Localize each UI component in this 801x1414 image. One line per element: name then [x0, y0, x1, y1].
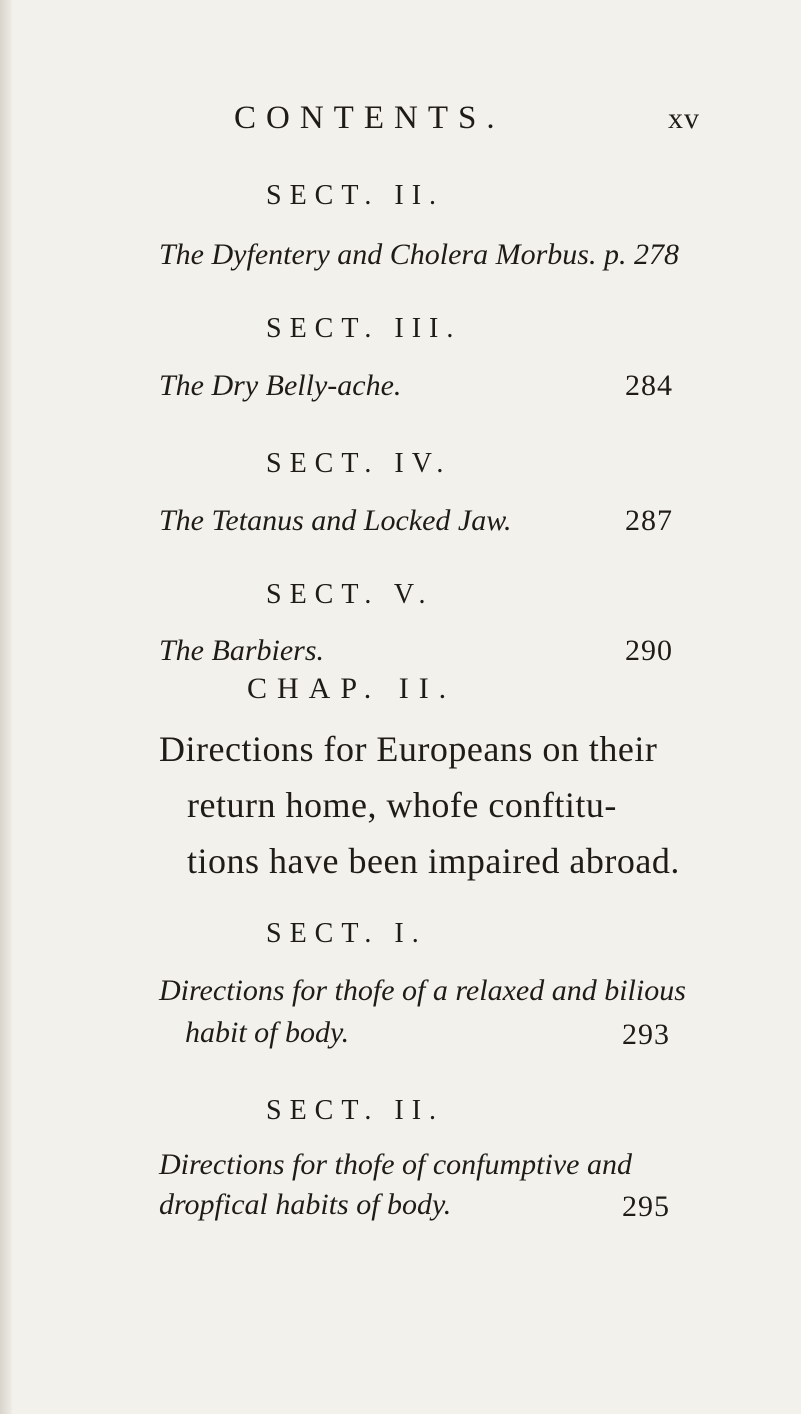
section-heading: SECT. IV.: [266, 448, 452, 479]
running-head: CONTENTS.: [234, 100, 505, 136]
page-binding-edge: [0, 0, 12, 1414]
section-title: The Dyfentery and Cholera Morbus. p. 278: [159, 238, 679, 271]
chapter-heading: CHAP. II.: [247, 672, 457, 705]
folio-number: xv: [668, 102, 700, 135]
chapter-title-line: return home, whofe conftitu-: [187, 785, 617, 825]
chapter-title-line: Directions for Europeans on their: [159, 729, 658, 769]
section-heading: SECT. III.: [266, 313, 462, 344]
section-heading: SECT. II.: [266, 180, 445, 211]
page-number: 293: [622, 1018, 670, 1051]
section-title: The Tetanus and Locked Jaw.: [159, 504, 512, 537]
section-heading: SECT. I.: [266, 918, 427, 949]
section-title: The Barbiers.: [159, 634, 324, 667]
page-number: 287: [625, 504, 673, 537]
section-heading: SECT. V.: [266, 579, 434, 610]
section-title-line: habit of body.: [185, 1016, 350, 1049]
page-number: 290: [625, 634, 673, 667]
section-heading: SECT. II.: [266, 1095, 445, 1126]
section-title-line: Directions for thofe of a relaxed and bilious: [159, 974, 686, 1007]
page-number: 295: [622, 1190, 670, 1223]
section-title: The Dry Belly-ache.: [159, 369, 402, 402]
section-title-line: dropfical habits of body.: [159, 1188, 452, 1221]
section-title-line: Directions for thofe of confumptive and: [159, 1148, 632, 1181]
chapter-title-line: tions have been impaired abroad.: [187, 841, 680, 881]
page-number: 284: [625, 369, 673, 402]
